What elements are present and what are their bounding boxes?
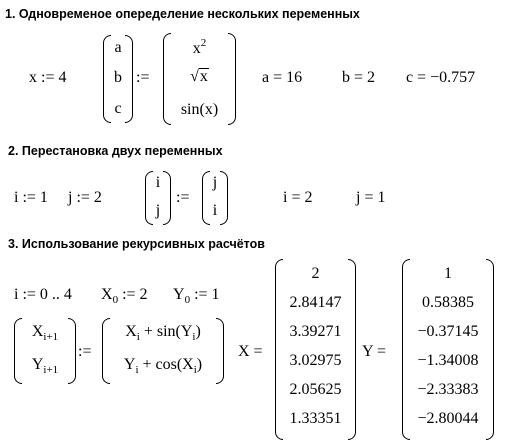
vector-abc	[103, 35, 133, 123]
assign-j: j := 2	[68, 189, 102, 206]
sqrt-sign: √	[190, 68, 199, 85]
result-j: j = 1	[356, 189, 386, 206]
assign-operator-3: :=	[78, 343, 92, 360]
Y-value: 0.58385	[422, 294, 474, 311]
Y-value: −1.34008	[417, 352, 479, 369]
assign-i: i := 1	[14, 189, 48, 206]
vector-recursion	[102, 318, 224, 384]
assign-X0: $X_0$ := 2	[101, 286, 148, 306]
lhs-Y-next: $Y_{i+1}$	[31, 356, 59, 376]
result-a: a = 16	[262, 69, 303, 86]
section3-heading: 3. Использование рекурсивных расчётов	[8, 237, 265, 251]
vector-item-j2: j	[212, 174, 218, 191]
assign-operator: :=	[136, 69, 150, 86]
expr-x-squared: $x^2$	[192, 37, 207, 57]
section1-heading: 1. Одновременое опеределение нескольких переменных	[5, 7, 360, 21]
range-i: i := 0 .. 4	[14, 286, 72, 303]
X-value: 2	[311, 265, 320, 282]
X-value: 3.02975	[289, 352, 342, 369]
X-result-label: X =	[238, 343, 263, 360]
Y-value: 1	[444, 265, 452, 282]
assign-operator-2: :=	[176, 189, 190, 206]
X-value: 2.05625	[289, 381, 342, 398]
vector-item-j: j	[155, 202, 161, 219]
vector-expressions	[163, 33, 236, 125]
vector-ji	[202, 171, 228, 225]
vector-XY-next	[14, 318, 76, 384]
recursion-y: $Y_i + \cos(X_i)$	[123, 356, 203, 376]
result-i: i = 2	[283, 189, 313, 206]
vector-item-c: c	[114, 100, 122, 117]
vector-ij	[145, 171, 171, 225]
section2-heading: 2. Перестановка двух переменных	[8, 144, 223, 158]
Y-value: −2.80044	[417, 410, 479, 427]
assign-x: x := 4	[29, 69, 67, 86]
vector-item-a: a	[114, 39, 122, 56]
vector-item-i: i	[155, 174, 161, 191]
X-value: 3.39271	[289, 323, 342, 340]
recursion-x: $X_i + \sin(Y_i)$	[125, 323, 201, 343]
expr-sqrt-x: √x	[190, 68, 208, 85]
Y-result-vector	[402, 259, 494, 440]
result-c: c = −0.757	[406, 69, 476, 86]
assign-Y0: $Y_0$ := 1	[173, 286, 220, 306]
vector-item-b: b	[114, 69, 122, 86]
lhs-X-next: $X_{i+1}$	[31, 323, 59, 343]
expr-sin-x: sin(x)	[180, 101, 219, 118]
X-value: 2.84147	[289, 294, 342, 311]
Y-result-label: Y =	[362, 343, 386, 360]
X-result-vector	[275, 259, 356, 440]
Y-value: −2.33383	[417, 381, 479, 398]
X-value: 1.33351	[289, 410, 342, 427]
result-b: b = 2	[342, 69, 376, 86]
Y-value: −0.37145	[417, 323, 479, 340]
vector-item-i2: i	[212, 202, 218, 219]
